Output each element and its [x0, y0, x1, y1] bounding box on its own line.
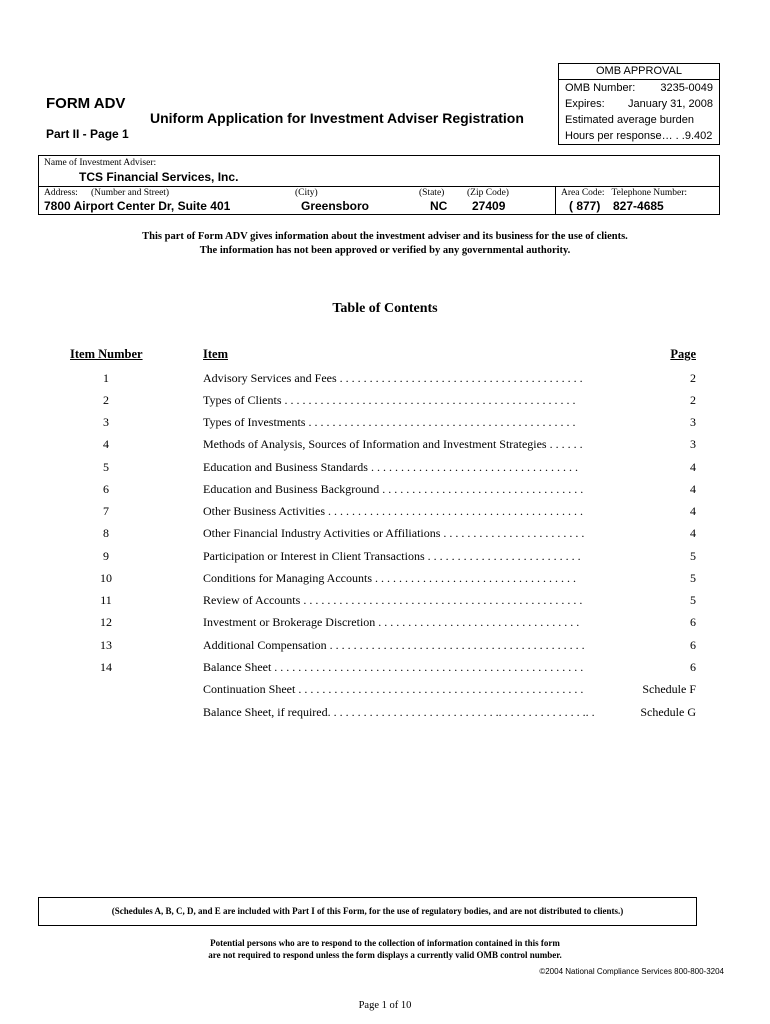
toc-item-title: Continuation Sheet . . . . . . . . . . . . . . . . . . . . . . . . . . . . . . . . . . . . . . . . . . . . . . . . [203, 682, 584, 696]
adviser-box-divider [39, 186, 719, 187]
phone-label: Area Code: Telephone Number: [561, 188, 688, 198]
toc-item-number: 10 [100, 571, 112, 585]
toc-col-page: Page [670, 347, 696, 361]
omb-number-label: OMB Number: [565, 82, 636, 94]
client-notice [60, 230, 710, 258]
toc-item-number: 9 [103, 549, 109, 563]
address-label: Address: [44, 188, 78, 198]
omb-burden-line1: Estimated average burden [565, 114, 695, 126]
toc-row [0, 368, 770, 388]
toc-heading: Table of Contents [332, 301, 438, 316]
zip-label: (Zip Code) [467, 188, 509, 198]
toc-item-title: Methods of Analysis, Sources of Information and Investment Strategies . . . . . . [203, 437, 583, 451]
toc-item-title: Types of Clients . . . . . . . . . . . . . . . . . . . . . . . . . . . . . . . . . . . . . . . . . . . . . . . . . [203, 393, 576, 407]
toc-row [0, 657, 770, 677]
omb-expires-row [559, 96, 719, 112]
toc-item-number: 12 [100, 615, 112, 629]
area-code-value: ( 877) [569, 199, 601, 213]
toc-col-item: Item [203, 347, 228, 361]
omb-number-value: 3235-0049 [660, 82, 713, 94]
toc-row [0, 590, 770, 610]
client-notice-line1: This part of Form ADV gives information about the investment adviser and its business for the use of clients. [142, 231, 628, 242]
toc-row [0, 479, 770, 499]
city-value: Greensboro [301, 199, 370, 213]
toc-item-page: 4 [690, 460, 696, 474]
toc-item-page: 4 [690, 504, 696, 518]
toc-item-title: Participation or Interest in Client Transactions . . . . . . . . . . . . . . . . . . . . . . . . . . [203, 549, 581, 563]
toc-item-number: 3 [103, 415, 109, 429]
toc-item-number: 11 [100, 593, 112, 607]
omb-control-notice-line2: are not required to respond unless the form displays a currently valid OMB control number. [208, 950, 562, 960]
toc-col-item-number: Item Number [70, 347, 143, 361]
omb-expires-value: January 31, 2008 [627, 98, 713, 110]
toc-item-title: Advisory Services and Fees . . . . . . . . . . . . . . . . . . . . . . . . . . . . . . . . . . . . . . . . . [203, 371, 583, 385]
toc-row [0, 702, 770, 722]
adviser-info-box [38, 155, 720, 215]
toc-row [0, 390, 770, 410]
toc-row [0, 501, 770, 521]
toc-item-number: 4 [103, 437, 109, 451]
toc-item-title: Types of Investments . . . . . . . . . . . . . . . . . . . . . . . . . . . . . . . . . . . . . . . . . . . . . [203, 415, 576, 429]
toc-item-number: 1 [103, 371, 109, 385]
toc-item-page: Schedule F [642, 682, 696, 696]
form-subtitle: Uniform Application for Investment Adviser Registration [150, 110, 524, 126]
zip-value: 27409 [472, 199, 506, 213]
toc-item-title: Balance Sheet, if required. . . . . . . . . . . . . . . . . . . . . . . . . . . . .. . . . . . . . . . . . . . .. . [203, 705, 595, 719]
toc-item-number: 7 [103, 504, 109, 518]
toc-row [0, 434, 770, 454]
toc-item-title: Education and Business Standards . . . . . . . . . . . . . . . . . . . . . . . . . . . . . . . . . . . [203, 460, 578, 474]
toc-item-title: Education and Business Background . . . . . . . . . . . . . . . . . . . . . . . . . . . . . . . . . . [203, 482, 584, 496]
toc-item-page: 6 [690, 660, 696, 674]
omb-expires-label: Expires: [565, 98, 605, 110]
client-notice-line2: The information has not been approved or verified by any governmental authority. [199, 245, 571, 256]
toc-item-number: 2 [103, 393, 109, 407]
toc-item-page: 3 [690, 437, 696, 451]
toc-item-page: Schedule G [640, 705, 696, 719]
toc-item-page: 3 [690, 415, 696, 429]
omb-control-notice-line1: Potential persons who are to respond to the collection of information contained in this form [210, 938, 560, 948]
toc-row [0, 635, 770, 655]
adviser-box-phone-divider [555, 186, 556, 214]
schedules-note-box: (Schedules A, B, C, D, and E are included with Part I of this Form, for the use of regulatory bodies, and are not distributed to clients.) [38, 897, 697, 926]
toc-item-number: 13 [100, 638, 112, 652]
toc-item-page: 5 [690, 549, 696, 563]
toc-item-page: 6 [690, 615, 696, 629]
street-label: (Number and Street) [91, 188, 170, 198]
toc-item-title: Review of Accounts . . . . . . . . . . . . . . . . . . . . . . . . . . . . . . . . . . . . . . . . . . . . . . . [203, 593, 583, 607]
state-label: (State) [419, 188, 445, 198]
toc-item-page: 2 [690, 393, 696, 407]
adviser-name-value: TCS Financial Services, Inc. [79, 170, 239, 184]
omb-control-notice [60, 937, 710, 961]
toc-row [0, 457, 770, 477]
toc-row [0, 679, 770, 699]
toc-item-page: 4 [690, 482, 696, 496]
toc-item-title: Balance Sheet . . . . . . . . . . . . . . . . . . . . . . . . . . . . . . . . . . . . . . . . . . . . . . . . . . . . [203, 660, 584, 674]
state-value: NC [430, 199, 448, 213]
toc-item-title: Other Financial Industry Activities or Affiliations . . . . . . . . . . . . . . . . . . . . . . . . [203, 526, 585, 540]
part-label: Part II - Page 1 [46, 127, 129, 141]
phone-value: 827-4685 [613, 199, 664, 213]
toc-item-page: 4 [690, 526, 696, 540]
toc-item-title: Investment or Brokerage Discretion . . . . . . . . . . . . . . . . . . . . . . . . . . . . . . . . . . [203, 615, 580, 629]
omb-approval-header: OMB APPROVAL [559, 64, 719, 80]
toc-row [0, 523, 770, 543]
toc-row [0, 612, 770, 632]
toc-row [0, 568, 770, 588]
toc-item-title: Additional Compensation . . . . . . . . . . . . . . . . . . . . . . . . . . . . . . . . . . . . . . . . . . . [203, 638, 585, 652]
omb-number-row [559, 80, 719, 96]
toc-item-title: Conditions for Managing Accounts . . . . . . . . . . . . . . . . . . . . . . . . . . . . . . . . . . [203, 571, 576, 585]
toc-item-page: 5 [690, 571, 696, 585]
toc-item-page: 5 [690, 593, 696, 607]
copyright-notice: ©2004 National Compliance Services 800-800-3204 [539, 967, 724, 976]
toc-item-page: 6 [690, 638, 696, 652]
adviser-name-label: Name of Investment Adviser: [44, 158, 157, 168]
toc-item-number: 5 [103, 460, 109, 474]
omb-approval-box [558, 63, 720, 145]
toc-item-number: 6 [103, 482, 109, 496]
toc-item-number: 8 [103, 526, 109, 540]
toc-item-number: 14 [100, 660, 112, 674]
city-label: (City) [295, 188, 318, 198]
toc-item-title: Other Business Activities . . . . . . . . . . . . . . . . . . . . . . . . . . . . . . . . . . . . . . . . . . . [203, 504, 583, 518]
omb-burden-line2: Hours per response… . .9.402 [565, 130, 713, 142]
toc-row [0, 412, 770, 432]
street-value: 7800 Airport Center Dr, Suite 401 [44, 199, 231, 213]
toc-row [0, 546, 770, 566]
toc-item-page: 2 [690, 371, 696, 385]
page-number: Page 1 of 10 [358, 1000, 412, 1011]
form-title: FORM ADV [46, 95, 126, 112]
